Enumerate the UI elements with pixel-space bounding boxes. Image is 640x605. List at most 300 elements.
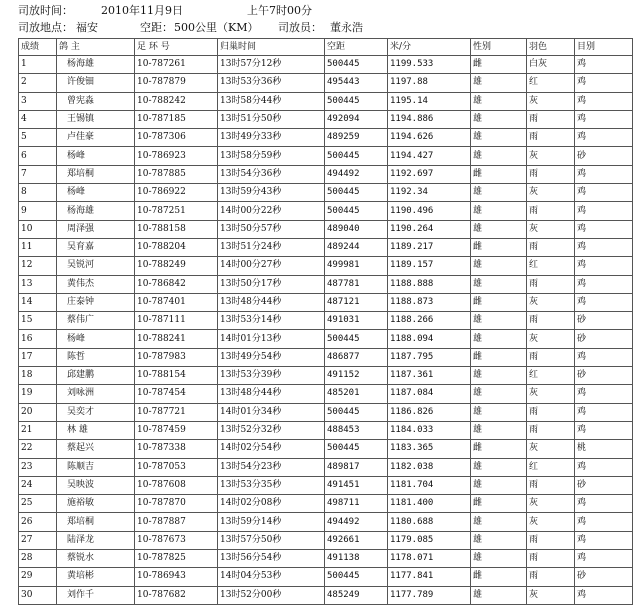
- cell-owner: 庄泰钟: [57, 293, 135, 311]
- cell-distance: 492094: [325, 110, 388, 128]
- cell-eye: 鸡: [575, 495, 633, 513]
- cell-arrival-time: 13时49分33秒: [218, 129, 325, 147]
- cell-ring-number: 10-787401: [135, 293, 218, 311]
- cell-eye: 鸡: [575, 129, 633, 147]
- cell-eye: 桃: [575, 440, 633, 458]
- table-row: [19, 586, 633, 604]
- table-row: [19, 440, 633, 458]
- cell-color: 雨: [527, 531, 575, 549]
- cell-sex: 雄: [471, 312, 527, 330]
- cell-owner: 曾宪淼: [57, 92, 135, 110]
- cell-ring-number: 10-787608: [135, 476, 218, 494]
- cell-distance: 500445: [325, 56, 388, 74]
- cell-distance: 489244: [325, 238, 388, 256]
- cell-distance: 491138: [325, 550, 388, 568]
- column-header-color: 羽色: [527, 39, 575, 56]
- cell-arrival-time: 14时00分22秒: [218, 202, 325, 220]
- cell-rank: 7: [19, 165, 57, 183]
- table-row: [19, 348, 633, 366]
- cell-rank: 13: [19, 275, 57, 293]
- cell-speed: 1194.427: [388, 147, 471, 165]
- cell-rank: 11: [19, 238, 57, 256]
- cell-arrival-time: 13时52分32秒: [218, 421, 325, 439]
- cell-arrival-time: 14时00分27秒: [218, 257, 325, 275]
- cell-owner: 吴锐河: [57, 257, 135, 275]
- cell-owner: 杨峰: [57, 184, 135, 202]
- cell-arrival-time: 13时53分36秒: [218, 74, 325, 92]
- cell-color: 雨: [527, 110, 575, 128]
- cell-distance: 487121: [325, 293, 388, 311]
- cell-color: 红: [527, 257, 575, 275]
- cell-rank: 18: [19, 367, 57, 385]
- cell-speed: 1190.496: [388, 202, 471, 220]
- cell-sex: 雄: [471, 330, 527, 348]
- cell-sex: 雄: [471, 476, 527, 494]
- cell-color: 红: [527, 367, 575, 385]
- cell-color: 雨: [527, 476, 575, 494]
- cell-speed: 1182.038: [388, 458, 471, 476]
- cell-speed: 1195.14: [388, 92, 471, 110]
- cell-color: 灰: [527, 586, 575, 604]
- cell-owner: 吴奕才: [57, 403, 135, 421]
- distance-value: 500公里（KM）: [174, 21, 259, 34]
- cell-arrival-time: 13时54分36秒: [218, 165, 325, 183]
- cell-sex: 雌: [471, 348, 527, 366]
- table-header-row: [19, 39, 633, 56]
- release-time-row: [18, 4, 312, 18]
- table-row: [19, 330, 633, 348]
- cell-sex: 雄: [471, 220, 527, 238]
- column-header-sex: 性别: [471, 39, 527, 56]
- cell-distance: 491031: [325, 312, 388, 330]
- table-row: [19, 56, 633, 74]
- cell-rank: 22: [19, 440, 57, 458]
- cell-sex: 雄: [471, 367, 527, 385]
- cell-eye: 鸡: [575, 586, 633, 604]
- table-row: [19, 110, 633, 128]
- cell-ring-number: 10-786923: [135, 147, 218, 165]
- release-date: 2010年11月9日: [101, 4, 183, 17]
- cell-owner: 蔡起兴: [57, 440, 135, 458]
- cell-sex: 雄: [471, 92, 527, 110]
- cell-color: 雨: [527, 568, 575, 586]
- cell-owner: 陆泽龙: [57, 531, 135, 549]
- cell-eye: 鸡: [575, 348, 633, 366]
- cell-color: 雨: [527, 238, 575, 256]
- cell-distance: 500445: [325, 92, 388, 110]
- cell-eye: 鸡: [575, 403, 633, 421]
- cell-owner: 黄培彬: [57, 568, 135, 586]
- cell-rank: 24: [19, 476, 57, 494]
- cell-speed: 1181.400: [388, 495, 471, 513]
- cell-sex: 雄: [471, 202, 527, 220]
- cell-speed: 1192.697: [388, 165, 471, 183]
- cell-sex: 雄: [471, 550, 527, 568]
- cell-arrival-time: 13时48分44秒: [218, 293, 325, 311]
- cell-ring-number: 10-787454: [135, 385, 218, 403]
- cell-distance: 488453: [325, 421, 388, 439]
- cell-distance: 498711: [325, 495, 388, 513]
- cell-arrival-time: 13时51分50秒: [218, 110, 325, 128]
- cell-color: 灰: [527, 220, 575, 238]
- cell-speed: 1192.34: [388, 184, 471, 202]
- cell-sex: 雄: [471, 257, 527, 275]
- cell-eye: 鸡: [575, 74, 633, 92]
- table-row: [19, 513, 633, 531]
- cell-speed: 1194.626: [388, 129, 471, 147]
- cell-color: 灰: [527, 513, 575, 531]
- cell-distance: 500445: [325, 184, 388, 202]
- cell-eye: 鸡: [575, 275, 633, 293]
- cell-eye: 鸡: [575, 385, 633, 403]
- table-row: [19, 275, 633, 293]
- table-row: [19, 238, 633, 256]
- cell-speed: 1181.704: [388, 476, 471, 494]
- cell-eye: 鸡: [575, 257, 633, 275]
- cell-rank: 2: [19, 74, 57, 92]
- releaser-label: 司放员：: [278, 21, 322, 34]
- cell-eye: 鸡: [575, 421, 633, 439]
- cell-ring-number: 10-787887: [135, 513, 218, 531]
- cell-sex: 雄: [471, 184, 527, 202]
- cell-eye: 砂: [575, 147, 633, 165]
- cell-ring-number: 10-787053: [135, 458, 218, 476]
- cell-arrival-time: 14时01分34秒: [218, 403, 325, 421]
- table-row: [19, 184, 633, 202]
- cell-arrival-time: 13时57分12秒: [218, 56, 325, 74]
- column-header-owner: 鸽 主: [57, 39, 135, 56]
- cell-sex: 雄: [471, 147, 527, 165]
- cell-rank: 15: [19, 312, 57, 330]
- cell-speed: 1187.795: [388, 348, 471, 366]
- cell-rank: 25: [19, 495, 57, 513]
- cell-arrival-time: 14时02分08秒: [218, 495, 325, 513]
- cell-eye: 鸡: [575, 458, 633, 476]
- cell-speed: 1186.826: [388, 403, 471, 421]
- cell-color: 雨: [527, 312, 575, 330]
- cell-ring-number: 10-786922: [135, 184, 218, 202]
- cell-ring-number: 10-788204: [135, 238, 218, 256]
- cell-rank: 12: [19, 257, 57, 275]
- location-value: 福安: [76, 21, 98, 34]
- table-row: [19, 293, 633, 311]
- cell-sex: 雄: [471, 458, 527, 476]
- column-header-eye: 目别: [575, 39, 633, 56]
- cell-rank: 27: [19, 531, 57, 549]
- cell-owner: 林 雄: [57, 421, 135, 439]
- column-header-arrival-time: 归巢时间: [218, 39, 325, 56]
- release-clock: 上午7时00分: [247, 4, 312, 17]
- cell-color: 灰: [527, 330, 575, 348]
- table-body: [19, 56, 633, 605]
- cell-color: 灰: [527, 495, 575, 513]
- cell-rank: 20: [19, 403, 57, 421]
- cell-distance: 492661: [325, 531, 388, 549]
- cell-owner: 王锡镇: [57, 110, 135, 128]
- cell-sex: 雄: [471, 403, 527, 421]
- cell-sex: 雌: [471, 238, 527, 256]
- cell-ring-number: 10-788158: [135, 220, 218, 238]
- cell-rank: 6: [19, 147, 57, 165]
- cell-speed: 1188.873: [388, 293, 471, 311]
- cell-owner: 施裕敏: [57, 495, 135, 513]
- cell-color: 灰: [527, 92, 575, 110]
- cell-sex: 雌: [471, 568, 527, 586]
- cell-rank: 21: [19, 421, 57, 439]
- cell-arrival-time: 13时53分35秒: [218, 476, 325, 494]
- cell-arrival-time: 13时56分54秒: [218, 550, 325, 568]
- cell-sex: 雄: [471, 385, 527, 403]
- cell-ring-number: 10-787721: [135, 403, 218, 421]
- cell-color: 雨: [527, 403, 575, 421]
- cell-owner: 吴映波: [57, 476, 135, 494]
- cell-ring-number: 10-786943: [135, 568, 218, 586]
- cell-eye: 砂: [575, 312, 633, 330]
- table-row: [19, 403, 633, 421]
- cell-rank: 14: [19, 293, 57, 311]
- table-row: [19, 202, 633, 220]
- cell-rank: 1: [19, 56, 57, 74]
- cell-arrival-time: 13时58分44秒: [218, 92, 325, 110]
- cell-ring-number: 10-787673: [135, 531, 218, 549]
- cell-distance: 494492: [325, 165, 388, 183]
- cell-distance: 500445: [325, 147, 388, 165]
- cell-color: 灰: [527, 147, 575, 165]
- cell-rank: 17: [19, 348, 57, 366]
- cell-owner: 杨海雄: [57, 56, 135, 74]
- cell-speed: 1190.264: [388, 220, 471, 238]
- cell-color: 雨: [527, 421, 575, 439]
- cell-ring-number: 10-787870: [135, 495, 218, 513]
- cell-distance: 499981: [325, 257, 388, 275]
- cell-speed: 1180.688: [388, 513, 471, 531]
- cell-ring-number: 10-787825: [135, 550, 218, 568]
- cell-owner: 刘作千: [57, 586, 135, 604]
- table-row: [19, 92, 633, 110]
- cell-speed: 1194.886: [388, 110, 471, 128]
- cell-speed: 1177.841: [388, 568, 471, 586]
- cell-arrival-time: 13时58分59秒: [218, 147, 325, 165]
- cell-speed: 1178.071: [388, 550, 471, 568]
- cell-sex: 雌: [471, 495, 527, 513]
- cell-distance: 500445: [325, 202, 388, 220]
- cell-speed: 1188.094: [388, 330, 471, 348]
- cell-speed: 1177.789: [388, 586, 471, 604]
- cell-rank: 16: [19, 330, 57, 348]
- cell-owner: 杨峰: [57, 330, 135, 348]
- cell-rank: 4: [19, 110, 57, 128]
- cell-distance: 489040: [325, 220, 388, 238]
- cell-speed: 1183.365: [388, 440, 471, 458]
- cell-eye: 鸡: [575, 220, 633, 238]
- cell-owner: 吴育嘉: [57, 238, 135, 256]
- cell-eye: 砂: [575, 367, 633, 385]
- cell-eye: 砂: [575, 568, 633, 586]
- cell-rank: 30: [19, 586, 57, 604]
- cell-eye: 砂: [575, 330, 633, 348]
- cell-owner: 蔡锐水: [57, 550, 135, 568]
- cell-speed: 1187.084: [388, 385, 471, 403]
- cell-ring-number: 10-787306: [135, 129, 218, 147]
- cell-arrival-time: 13时48分44秒: [218, 385, 325, 403]
- cell-eye: 鸡: [575, 513, 633, 531]
- results-table: [18, 38, 633, 605]
- cell-eye: 鸡: [575, 202, 633, 220]
- cell-sex: 雌: [471, 440, 527, 458]
- cell-rank: 23: [19, 458, 57, 476]
- cell-ring-number: 10-787185: [135, 110, 218, 128]
- cell-arrival-time: 14时01分13秒: [218, 330, 325, 348]
- cell-distance: 500445: [325, 330, 388, 348]
- cell-ring-number: 10-787682: [135, 586, 218, 604]
- cell-distance: 489817: [325, 458, 388, 476]
- column-header-speed: 米/分: [388, 39, 471, 56]
- cell-eye: 鸡: [575, 110, 633, 128]
- cell-rank: 10: [19, 220, 57, 238]
- cell-distance: 485249: [325, 586, 388, 604]
- cell-distance: 491451: [325, 476, 388, 494]
- cell-speed: 1188.888: [388, 275, 471, 293]
- cell-owner: 刘咏洲: [57, 385, 135, 403]
- cell-ring-number: 10-787459: [135, 421, 218, 439]
- cell-color: 雨: [527, 348, 575, 366]
- table-row: [19, 257, 633, 275]
- table-row: [19, 458, 633, 476]
- cell-speed: 1189.157: [388, 257, 471, 275]
- table-row: [19, 495, 633, 513]
- cell-rank: 26: [19, 513, 57, 531]
- cell-ring-number: 10-788241: [135, 330, 218, 348]
- table-row: [19, 312, 633, 330]
- cell-ring-number: 10-788249: [135, 257, 218, 275]
- cell-arrival-time: 13时54分23秒: [218, 458, 325, 476]
- cell-speed: 1187.361: [388, 367, 471, 385]
- location-label: 司放地点：: [18, 21, 73, 34]
- cell-color: 雨: [527, 165, 575, 183]
- cell-arrival-time: 14时02分54秒: [218, 440, 325, 458]
- cell-sex: 雄: [471, 129, 527, 147]
- cell-speed: 1184.033: [388, 421, 471, 439]
- cell-sex: 雌: [471, 293, 527, 311]
- cell-color: 雨: [527, 550, 575, 568]
- releaser-value: 董永浩: [330, 21, 363, 34]
- cell-eye: 砂: [575, 476, 633, 494]
- cell-color: 红: [527, 74, 575, 92]
- cell-distance: 487781: [325, 275, 388, 293]
- cell-ring-number: 10-787885: [135, 165, 218, 183]
- cell-color: 灰: [527, 293, 575, 311]
- cell-sex: 雌: [471, 56, 527, 74]
- cell-arrival-time: 13时59分14秒: [218, 513, 325, 531]
- cell-color: 灰: [527, 385, 575, 403]
- cell-eye: 鸡: [575, 56, 633, 74]
- cell-distance: 495443: [325, 74, 388, 92]
- cell-sex: 雄: [471, 74, 527, 92]
- cell-color: 雨: [527, 202, 575, 220]
- cell-owner: 杨海雄: [57, 202, 135, 220]
- cell-owner: 郑培桐: [57, 165, 135, 183]
- cell-eye: 鸡: [575, 184, 633, 202]
- cell-sex: 雄: [471, 531, 527, 549]
- cell-arrival-time: 13时52分00秒: [218, 586, 325, 604]
- table-row: [19, 568, 633, 586]
- cell-arrival-time: 14时04分53秒: [218, 568, 325, 586]
- cell-sex: 雄: [471, 421, 527, 439]
- cell-ring-number: 10-788242: [135, 92, 218, 110]
- cell-ring-number: 10-787261: [135, 56, 218, 74]
- release-info-row: [18, 21, 363, 35]
- cell-distance: 500445: [325, 403, 388, 421]
- cell-distance: 500445: [325, 568, 388, 586]
- cell-owner: 邱建鹏: [57, 367, 135, 385]
- cell-rank: 29: [19, 568, 57, 586]
- cell-owner: 蔡伟广: [57, 312, 135, 330]
- cell-owner: 陈哲: [57, 348, 135, 366]
- cell-arrival-time: 13时53分39秒: [218, 367, 325, 385]
- release-time-label: 司放时间：: [18, 4, 73, 17]
- cell-ring-number: 10-787111: [135, 312, 218, 330]
- table-row: [19, 476, 633, 494]
- cell-rank: 8: [19, 184, 57, 202]
- cell-owner: 卢佳豪: [57, 129, 135, 147]
- cell-color: 灰: [527, 184, 575, 202]
- cell-eye: 鸡: [575, 238, 633, 256]
- cell-speed: 1188.266: [388, 312, 471, 330]
- cell-color: 灰: [527, 440, 575, 458]
- cell-distance: 489259: [325, 129, 388, 147]
- cell-sex: 雄: [471, 513, 527, 531]
- cell-speed: 1189.217: [388, 238, 471, 256]
- cell-arrival-time: 13时50分17秒: [218, 275, 325, 293]
- cell-rank: 5: [19, 129, 57, 147]
- cell-owner: 陈顺吉: [57, 458, 135, 476]
- cell-speed: 1179.085: [388, 531, 471, 549]
- table-row: [19, 531, 633, 549]
- table-row: [19, 421, 633, 439]
- cell-sex: 雄: [471, 110, 527, 128]
- table-row: [19, 165, 633, 183]
- column-header-rank: 成绩: [19, 39, 57, 56]
- cell-rank: 9: [19, 202, 57, 220]
- cell-arrival-time: 13时49分54秒: [218, 348, 325, 366]
- cell-arrival-time: 13时51分24秒: [218, 238, 325, 256]
- cell-distance: 494492: [325, 513, 388, 531]
- cell-rank: 3: [19, 92, 57, 110]
- cell-color: 雨: [527, 129, 575, 147]
- cell-eye: 鸡: [575, 550, 633, 568]
- cell-sex: 雄: [471, 586, 527, 604]
- cell-owner: 杨峰: [57, 147, 135, 165]
- cell-sex: 雄: [471, 275, 527, 293]
- table-row: [19, 220, 633, 238]
- cell-eye: 鸡: [575, 92, 633, 110]
- cell-ring-number: 10-787879: [135, 74, 218, 92]
- cell-rank: 28: [19, 550, 57, 568]
- column-header-ring-number: 足 环 号: [135, 39, 218, 56]
- cell-arrival-time: 13时50分57秒: [218, 220, 325, 238]
- table-row: [19, 550, 633, 568]
- cell-eye: 鸡: [575, 293, 633, 311]
- cell-arrival-time: 13时53分14秒: [218, 312, 325, 330]
- cell-ring-number: 10-788154: [135, 367, 218, 385]
- table-row: [19, 129, 633, 147]
- cell-rank: 19: [19, 385, 57, 403]
- table-row: [19, 367, 633, 385]
- cell-ring-number: 10-787983: [135, 348, 218, 366]
- cell-color: 红: [527, 458, 575, 476]
- cell-owner: 郑培桐: [57, 513, 135, 531]
- table-row: [19, 147, 633, 165]
